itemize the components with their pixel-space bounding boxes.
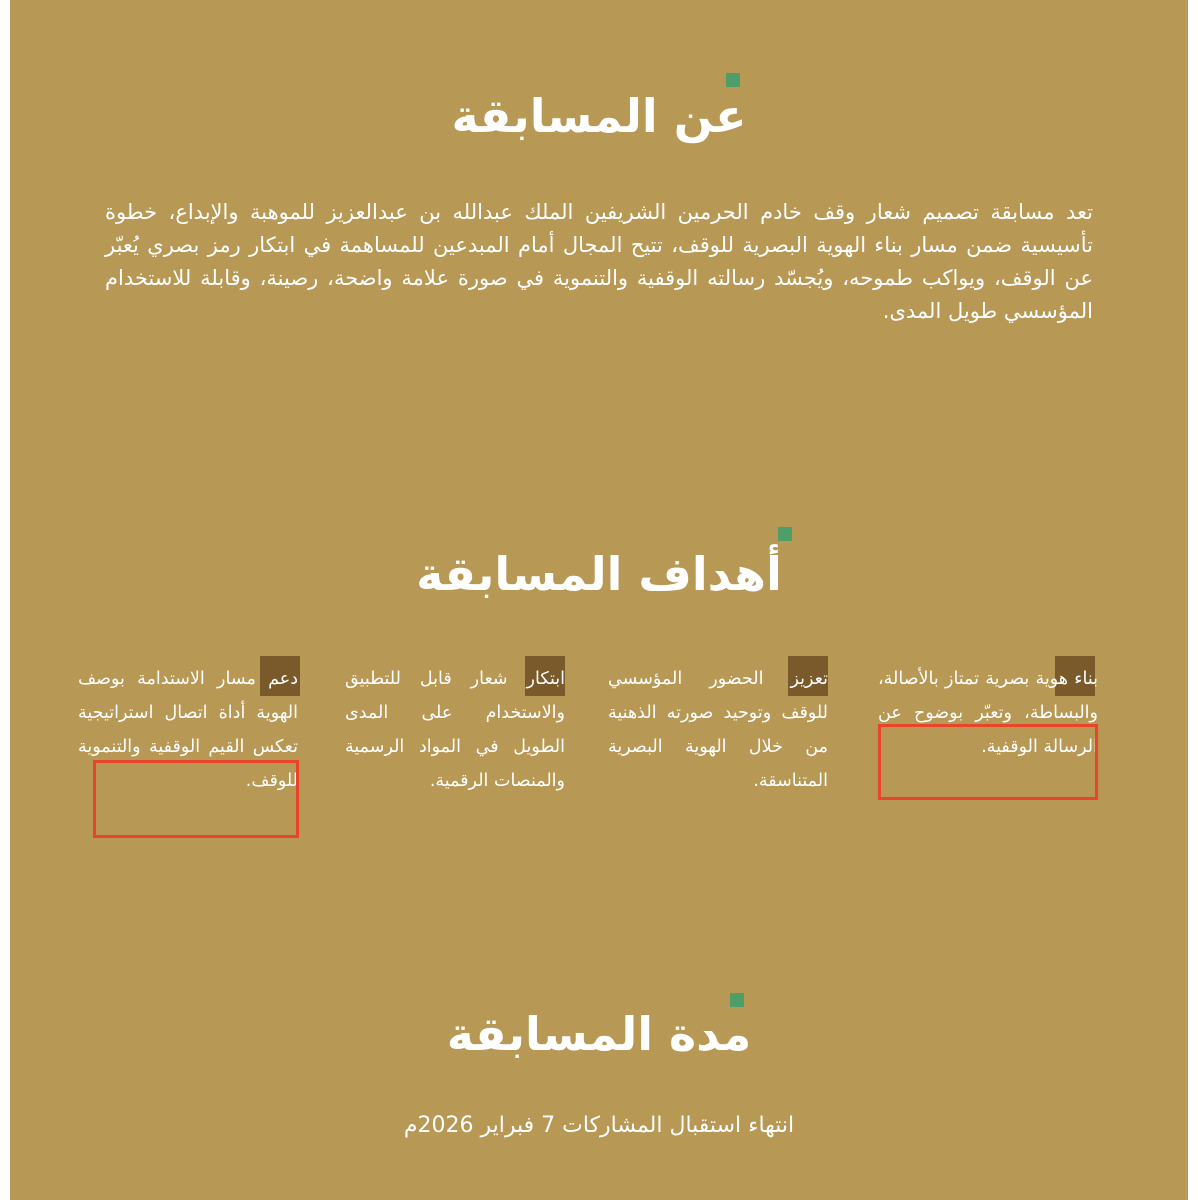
goal-item-3: ابتكار شعار قابل للتطبيق والاستخدام على المدى الطويل في المواد الرسمية والمنصات الرقمية. [345, 669, 565, 791]
accent-square-about [726, 73, 740, 87]
goal-item-2: تعزيز الحضور المؤسسي للوقف وتوحيد صورته الذهنية من خلال الهوية البصرية المتناسقة. [608, 669, 828, 791]
highlight-box-goal-1 [878, 724, 1098, 800]
goal-item-1: بناء هوية بصرية تمتاز بالأصالة، والبساطة، وتعبّر بوضوح عن الرسالة الوقفية. [878, 669, 1098, 757]
duration-title: مدة المسابقة [446, 1007, 752, 1061]
about-paragraph: تعد مسابقة تصميم شعار وقف خادم الحرمين الشريفين الملك عبدالله بن عبدالعزيز للموهبة والإبداع، خطوة تأسيسية ضمن مسار بناء الهوية البصرية للوقف، تتيح المجال أمام المبدعين للمساهمة في ابتكار رمز بصري يُعبّر عن الوقف، ويواكب طموحه، ويُجسّد رسالته الوقفية والتنموية في صورة علامة واضحة، رصينة، وقابلة للاستخدام المؤسسي طويل المدى. [105, 200, 1093, 323]
about-title: عن المسابقة [451, 89, 747, 143]
goal-item-4: دعم مسار الاستدامة بوصف الهوية أداة اتصال استراتيجية تعكس القيم الوقفية والتنموية للوقف. [78, 669, 298, 791]
duration-text: انتهاء استقبال المشاركات 7 فبراير 2026م [403, 1113, 795, 1138]
highlight-box-goal-4 [93, 760, 299, 838]
content-panel [10, 0, 1188, 1200]
accent-square-goals [778, 527, 792, 541]
goals-title: أهداف المسابقة [416, 547, 782, 601]
